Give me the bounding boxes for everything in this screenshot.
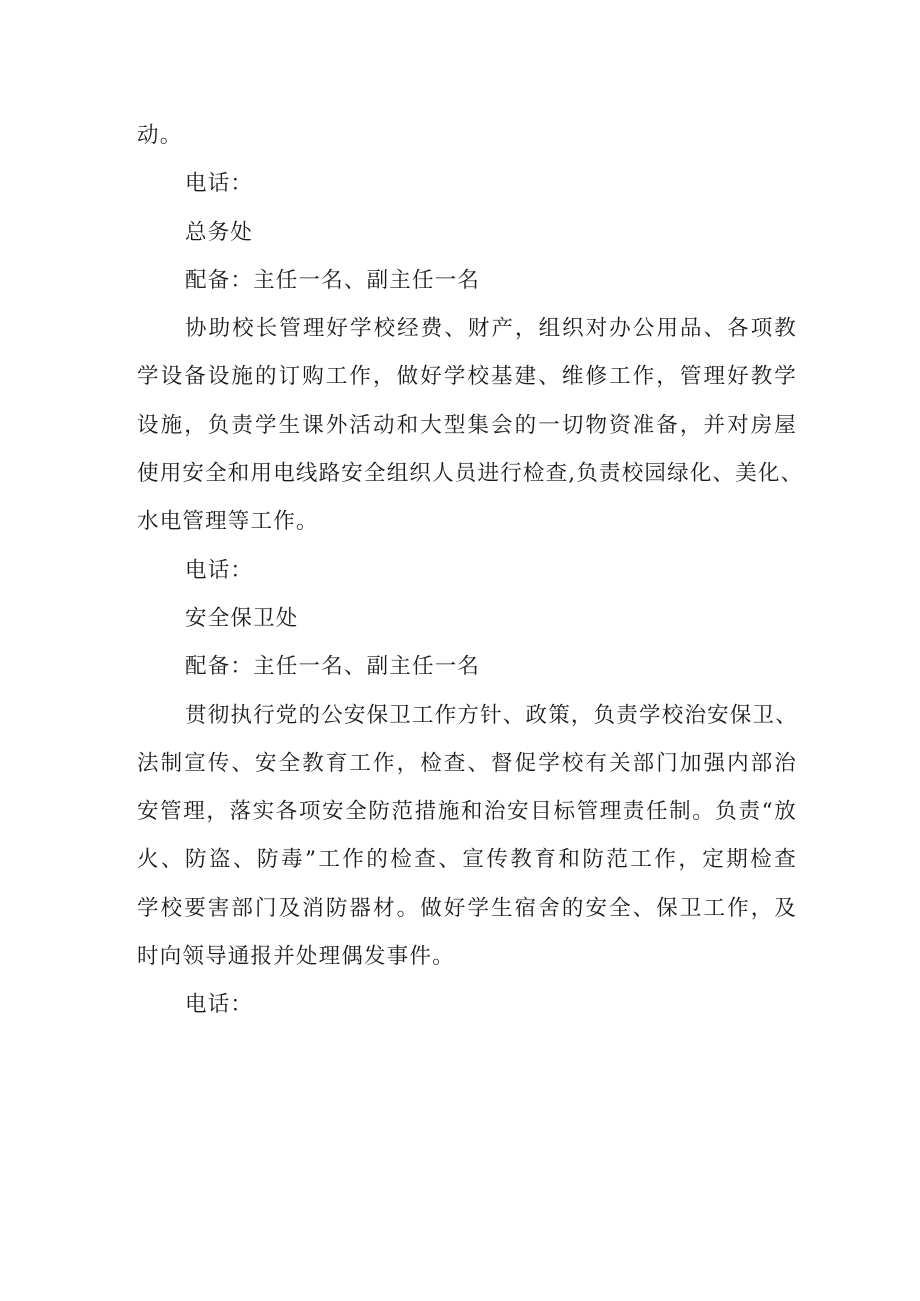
paragraph-line: 贯彻执行党的公安保卫工作方针、政策，负责学校治安保卫、 <box>185 702 798 728</box>
text-line: 动。 <box>137 123 183 148</box>
phone-label: 电话： <box>185 557 254 583</box>
phone-label: 电话： <box>185 171 254 197</box>
paragraph-line: 火、防盗、防毒”工作的检查、宣传教育和防范工作，定期检查 <box>137 847 797 873</box>
section-heading-general-affairs: 总务处 <box>185 219 254 245</box>
paragraph-line: 学设备设施的订购工作，做好学校基建、维修工作，管理好教学 <box>137 364 797 390</box>
section-heading-security: 安全保卫处 <box>185 605 299 631</box>
paragraph-line: 时向领导通报并处理偶发事件。 <box>137 944 455 970</box>
paragraph-line: 协助校长管理好学校经费、财产，组织对办公用品、各项教 <box>185 316 797 342</box>
paragraph-line: 水电管理等工作。 <box>137 509 319 535</box>
phone-label: 电话： <box>185 992 254 1018</box>
paragraph-line: 学校要害部门及消防器材。做好学生宿舍的安全、保卫工作，及 <box>137 895 797 921</box>
paragraph-line: 安管理，落实各项安全防范措施和治安目标管理责任制。负责“放 <box>137 799 797 825</box>
paragraph-line: 设施，负责学生课外活动和大型集会的一切物资准备，并对房屋 <box>137 412 797 438</box>
document-body <box>137 112 804 1030</box>
staffing-line: 配备：主任一名、副主任一名 <box>185 267 481 293</box>
paragraph-line: 使用安全和用电线路安全组织人员进行检查,负责校园绿化、美化、 <box>137 461 804 487</box>
paragraph-line: 法制宣传、安全教育工作，检查、督促学校有关部门加强内部治 <box>137 750 797 776</box>
staffing-line: 配备：主任一名、副主任一名 <box>185 654 481 680</box>
